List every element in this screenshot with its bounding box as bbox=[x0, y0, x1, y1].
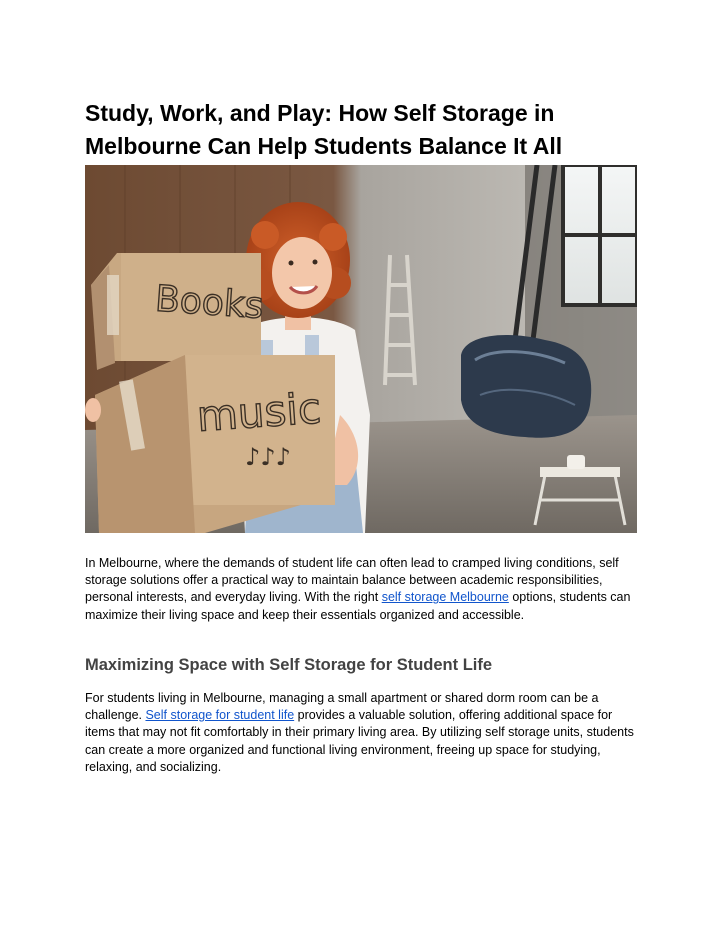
section-text-start: For students living in Melbourne, managing a small apartment or shared dorm room can be a challenge. bbox=[85, 691, 599, 723]
intro-paragraph bbox=[85, 555, 637, 624]
intro-text-end: options, students can maximize their living space and keep their essentials organized and accessible. bbox=[85, 590, 631, 622]
self-storage-student-life-link[interactable]: Self storage for student life bbox=[145, 708, 295, 723]
box-label-books: Books bbox=[153, 278, 265, 328]
hero-image bbox=[85, 165, 637, 533]
box-label-music: music bbox=[195, 383, 323, 441]
self-storage-melbourne-link[interactable]: self storage Melbourne bbox=[381, 590, 509, 605]
section-paragraph bbox=[85, 690, 645, 776]
section-text-end: provides a valuable solution, offering additional space for items that may not fit comfortably in their primary living area. By utilizing self storage units, students can create a more organized and functional living environment, freeing up space for studying, relaxing, and socializing. bbox=[85, 708, 634, 774]
section-heading: Maximizing Space with Self Storage for Student Life bbox=[85, 656, 493, 674]
intro-text-start: In Melbourne, where the demands of student life can often lead to cramped living conditions, self storage solutions offer a practical way to maintain balance between academic responsibilities, personal interests, and everyday living. With the right bbox=[85, 556, 619, 605]
box-notes: ♪♪♪ bbox=[245, 443, 291, 471]
article-title: Study, Work, and Play: How Self Storage in Melbourne Can Help Students Balance It All bbox=[85, 100, 563, 159]
